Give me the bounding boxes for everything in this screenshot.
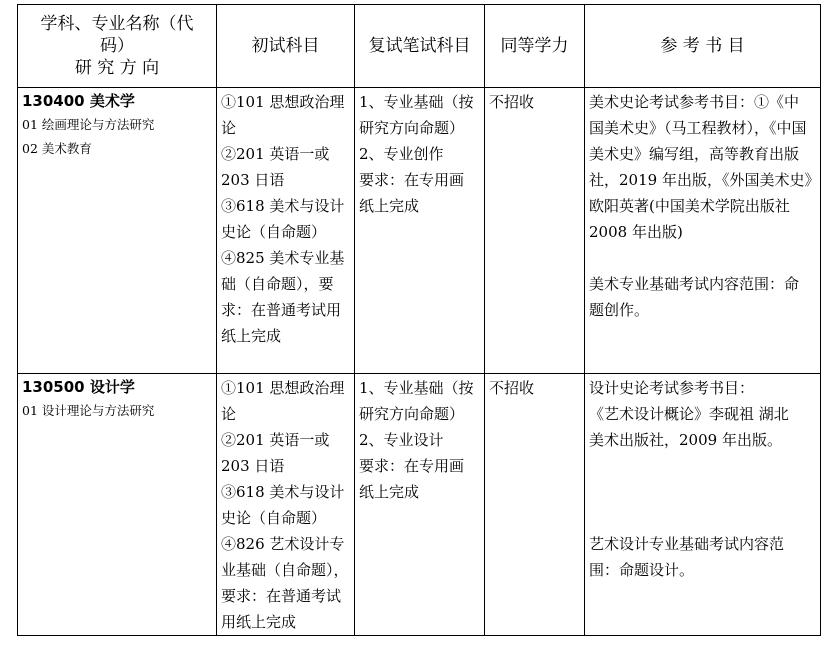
subject-title: 130500 设计学 [22,378,135,396]
header-initial: 初试科目 [217,5,355,88]
books-line: 设计史论考试参考书目： [589,379,755,397]
header-subject-line3: 研 究 方 向 [74,58,160,78]
subject-cell [18,88,217,374]
books-line: 艺术设计专业基础考试内容范 [589,535,785,553]
initial-line: ④826 艺术设计专 [221,535,345,553]
retest-line: 1、专业基础（按 [359,379,474,397]
header-retest: 复试笔试科目 [355,5,485,88]
initial-line: ①101 思想政治理 [221,93,345,111]
initial-line: 论 [221,405,237,423]
retest-line: 研究方向命题） [359,119,465,137]
initial-line: 础（自命题），要 [221,275,334,293]
retest-line: 纸上完成 [359,483,420,501]
initial-line: ④825 美术专业基 [221,249,345,267]
books-cell [585,374,821,636]
initial-line: 史论（自命题） [221,223,327,241]
direction-item: 02 美术教育 [22,141,92,156]
books-line: 题创作。 [589,301,650,319]
initial-line: 203 日语 [221,171,285,189]
initial-line: ①101 思想政治理 [221,379,345,397]
initial-line: 纸上完成 [221,327,282,345]
header-equivalent: 同等学力 [485,5,585,88]
books-line: 美术史论考试参考书目：①《中 [589,93,800,111]
retest-line: 研究方向命题） [359,405,465,423]
spacer [589,453,816,531]
books-line: 围：命题设计。 [589,561,695,579]
initial-line: ②201 英语一或 [221,431,330,449]
header-subject-line1: 学科、专业名称（代 [40,14,194,34]
table-row [18,88,821,374]
retest-line: 要求：在专用画 [359,457,465,475]
equivalent-value: 不招收 [489,93,535,111]
header-row [18,5,821,88]
header-subject-line2: 码） [100,36,134,56]
books-line: 国美术史》（马工程教材），《中国 [589,119,807,137]
books-line: 美术专业基础考试内容范围：命 [589,275,800,293]
books-line: 《艺术设计概论》李砚祖 湖北 [589,405,789,423]
retest-cell [355,88,485,374]
table-row [18,374,821,636]
direction-item: 01 绘画理论与方法研究 [22,117,155,132]
admission-table [17,4,821,636]
equivalent-cell [485,88,585,374]
initial-line: 论 [221,119,237,137]
initial-line: 用纸上完成 [221,613,297,631]
equivalent-value: 不招收 [489,379,535,397]
equivalent-cell [485,374,585,636]
direction-item: 01 设计理论与方法研究 [22,403,155,418]
initial-line: ③618 美术与设计 [221,197,345,215]
retest-line: 要求：在专用画 [359,171,465,189]
retest-line: 纸上完成 [359,197,420,215]
initial-line: 史论（自命题） [221,509,327,527]
header-books: 参 考 书 目 [585,5,821,88]
retest-line: 2、专业设计 [359,431,444,449]
initial-line: ③618 美术与设计 [221,483,345,501]
initial-cell [217,374,355,636]
books-line: 欧阳英著(中国美术学院出版社 [589,197,790,215]
initial-line: 求：在普通考试用 [221,301,342,319]
books-line: 美术出版社，2009 年出版。 [589,431,782,449]
subject-title: 130400 美术学 [22,92,135,110]
books-cell [585,88,821,374]
spacer [589,245,816,271]
books-line: 美术史》编写组，高等教育出版 [589,145,800,163]
initial-line: ②201 英语一或 [221,145,330,163]
subject-cell [18,374,217,636]
books-line: 社，2019 年出版，《外国美术史》 [589,171,820,189]
header-subject [18,5,217,88]
retest-line: 2、专业创作 [359,145,444,163]
initial-line: 要求：在普通考试 [221,587,342,605]
initial-line: 203 日语 [221,457,285,475]
initial-line: 业基础（自命题）， [221,561,349,579]
initial-cell [217,88,355,374]
retest-cell [355,374,485,636]
books-line: 2008 年出版) [589,223,683,241]
retest-line: 1、专业基础（按 [359,93,474,111]
